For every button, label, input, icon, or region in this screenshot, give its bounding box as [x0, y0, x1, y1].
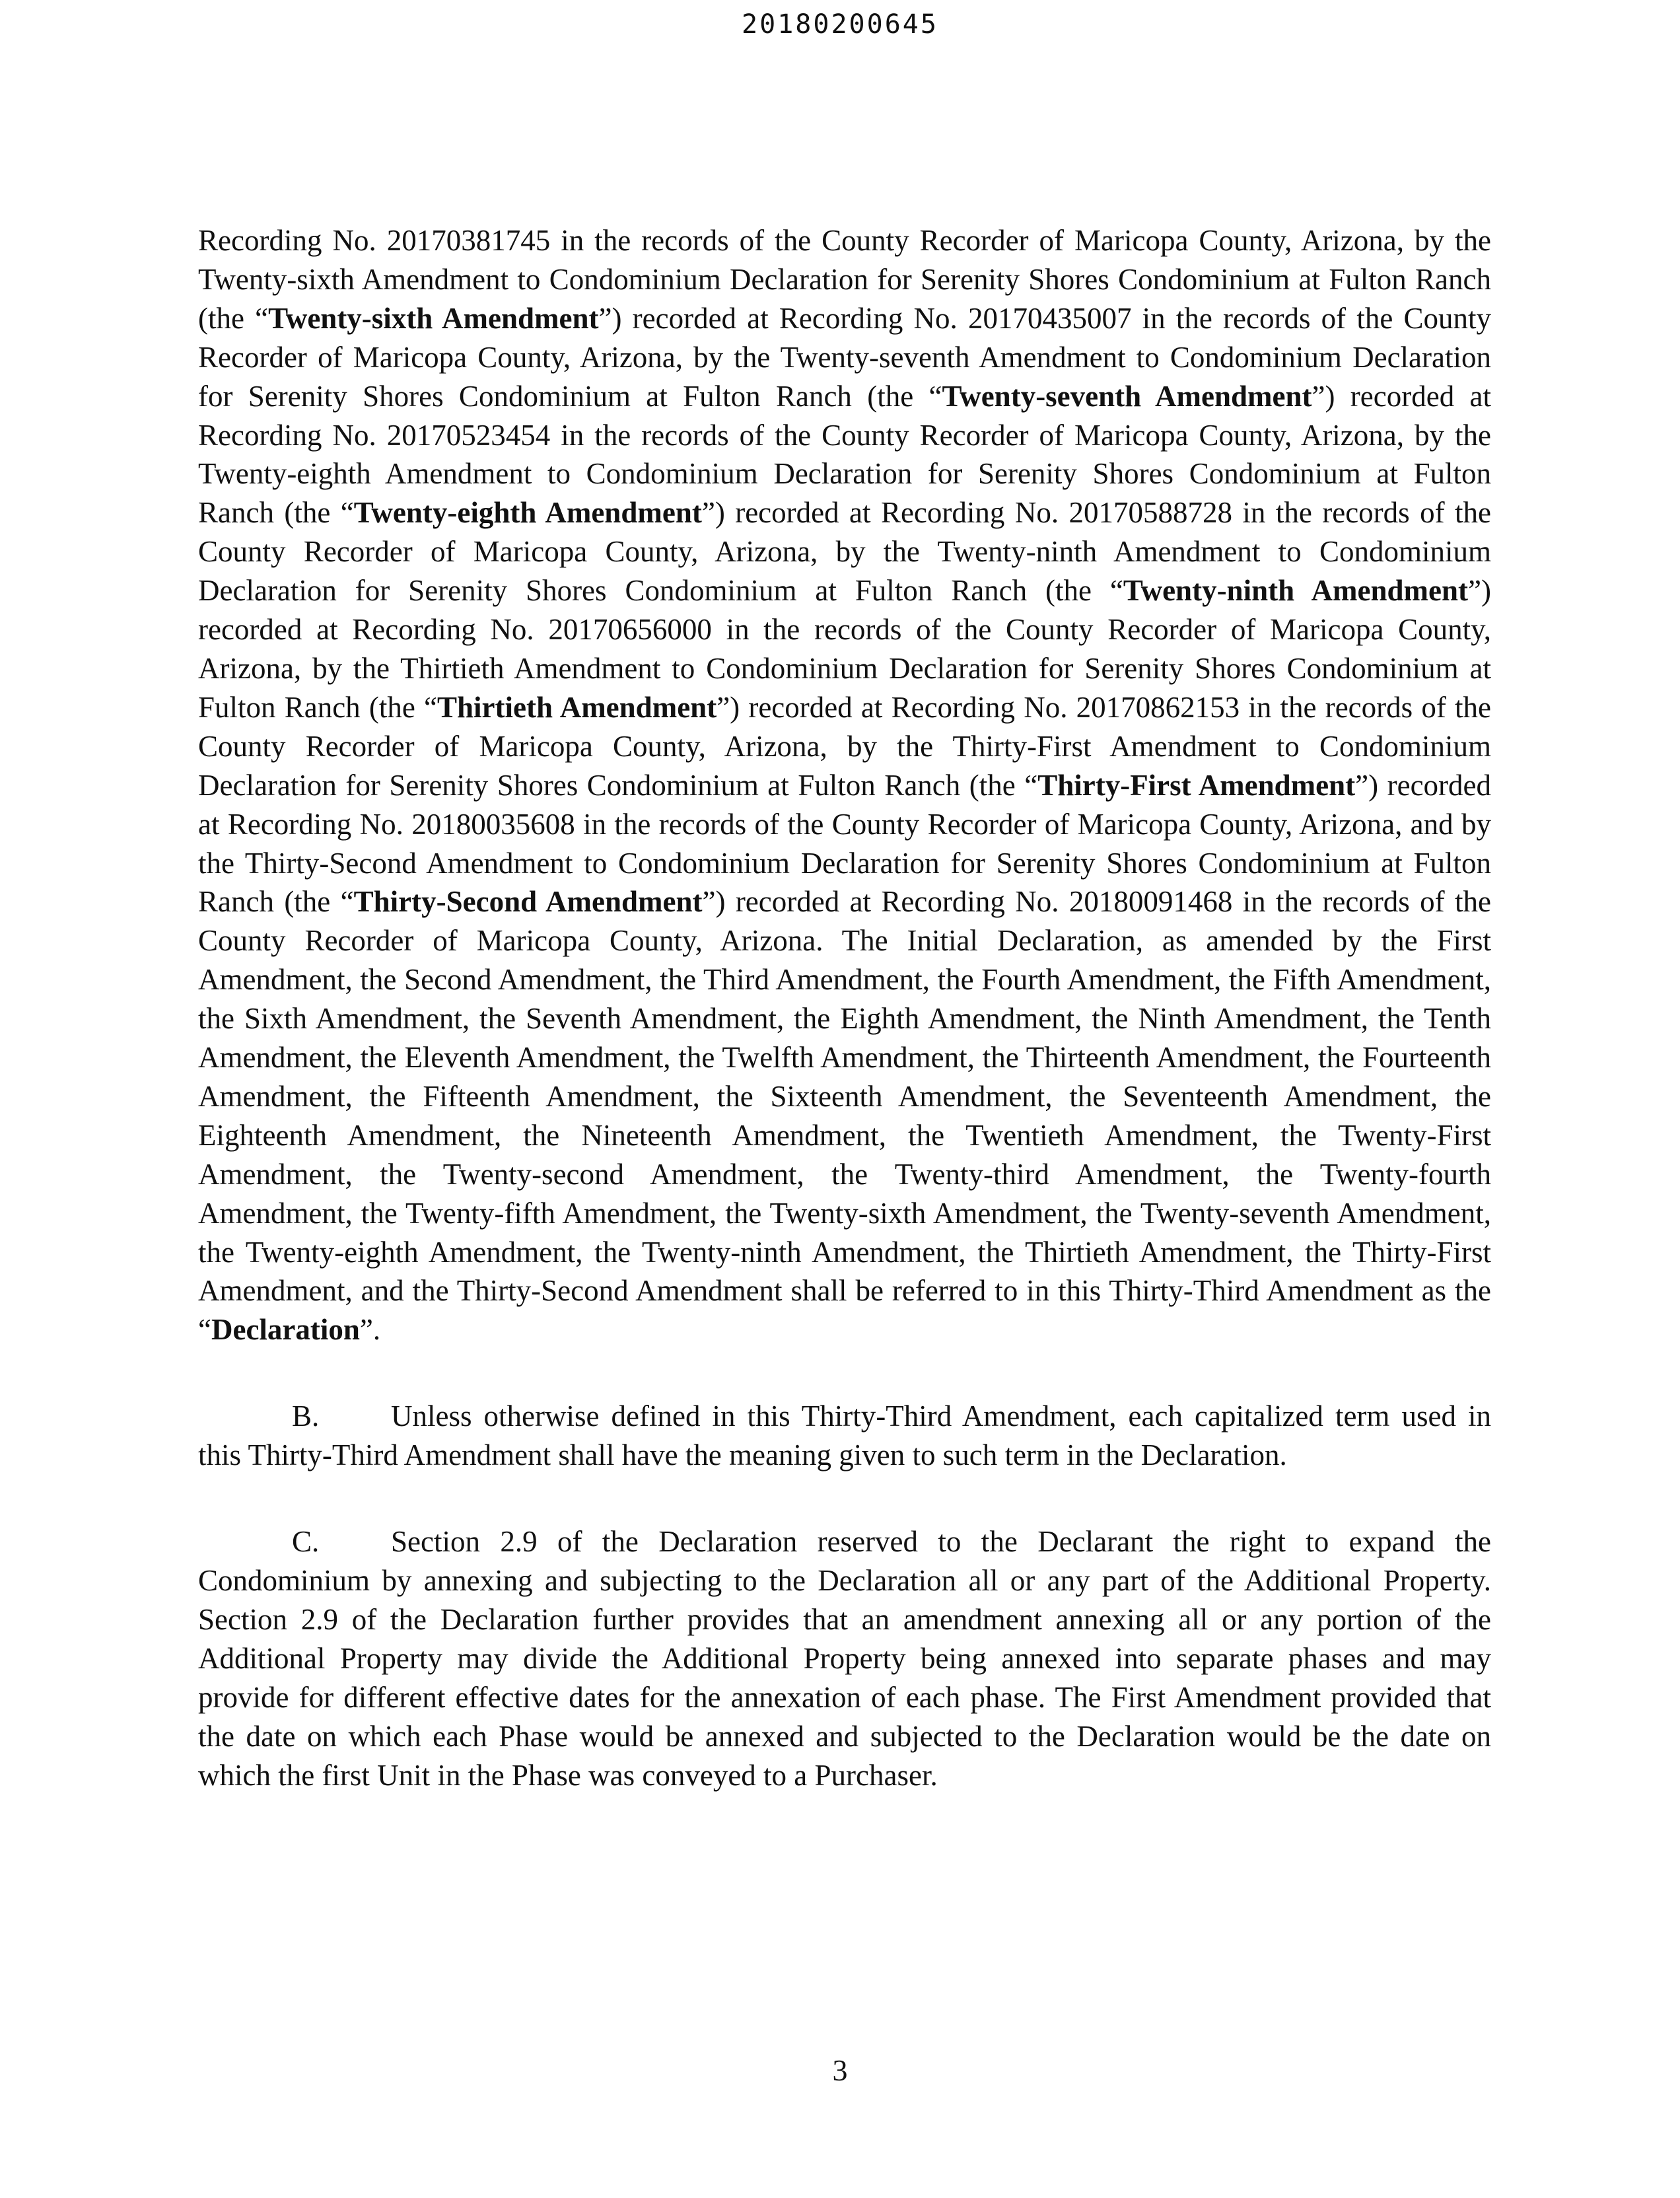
recital-text: Unless otherwise defined in this Thirty-Third Amendment, each capitalized term used in this Thirty-Third Amendment shall have the meaning given to such term in the Declaration. [198, 1400, 1491, 1472]
text-run: ”) recorded at Recording No. 20180091468 in the records of the County Recorder of Maricopa County, Arizona. The Initial Declaration, as amended by the First Amendment, the Second Amendment, the Third Amendment, the Fourth Amendment, the Fifth Amendment, the Sixth Amendment, the Seventh Amendment, the Eighth Amendment, the Ninth Amendment, the Tenth Amendment, the Eleventh Amendment, the Twelfth Amendment, the Thirteenth Amendment, the Fourteenth Amendment, the Fifteenth Amendment, the Sixteenth Amendment, the Seventeenth Amendment, the Eighteenth Amendment, the Nineteenth Amendment, the Twentieth Amendment, the Twenty-First Amendment, the Twenty-second Amendment, the Twenty-third Amendment, the Twenty-fourth Amendment, the Twenty-fifth Amendment, the Twenty-sixth Amendment, the Twenty-seventh Amendment, the Twenty-eighth Amendment, the Twenty-ninth Amendment, the Thirtieth Amendment, the Thirty-First Amendment, and the Thirty-Second Amendment shall be referred to in this Thirty-Third Amendment as the “ [198, 885, 1491, 1347]
defined-term: Thirtieth Amendment [437, 690, 717, 724]
recital-a-continuation [198, 221, 1491, 1349]
defined-term: Thirty-Second Amendment [353, 885, 703, 919]
defined-term: Twenty-eighth Amendment [353, 496, 702, 530]
text-run: ”) recorded at Recording No. 20170523454 in the records of the County Recorder of Maricopa County, Arizona, by the Twenty-eighth Amendment to Condominium Declaration for Serenity Shores Condominium at Fulton Ranch (the “ [198, 379, 1492, 530]
text-run: ”) recorded at Recording No. 20170656000 in the records of the County Recorder of Maricopa County, Arizona, by the Thirtieth Amendment to Condominium Declaration for Serenity Shores Condominium at Fulton Ranch (the “ [198, 574, 1491, 724]
recital-letter: B. [292, 1400, 320, 1433]
recital-b [198, 1397, 1491, 1475]
defined-term: Twenty-sixth Amendment [268, 301, 599, 335]
defined-term: Twenty-ninth Amendment [1123, 574, 1469, 608]
text-run: Recording No. 20170381745 in the records of the County Recorder of Maricopa County, Arizona, by the Twenty-sixth Amendment to Condominium Declaration for Serenity Shores Condominium at Fulton Ranch (the “ [198, 224, 1491, 335]
recital-letter: C. [292, 1525, 320, 1559]
defined-term: Thirty-First Amendment [1037, 768, 1356, 802]
defined-term: Twenty-seventh Amendment [942, 379, 1312, 413]
text-run: ”) recorded at Recording No. 20180035608 in the records of the County Recorder of Maricopa County, Arizona, and by the Thirty-Second Amendment to Condominium Declaration for Serenity Shores Condominium at Fulton Ranch (the “ [198, 768, 1491, 919]
recital-text: Section 2.9 of the Declaration reserved to the Declarant the right to expand the Condominium by annexing and subjecting to the Declaration all or any part of the Additional Property. Section 2.9 of the Declaration further provides that an amendment annexing all or any portion of the Additional Property may divide the Additional Property being annexed into separate phases and may provide for different effective dates for the annexation of each phase. The First Amendment provided that the date on which each Phase would be annexed and subjected to the Declaration would be the date on which the first Unit in the Phase was conveyed to a Purchaser. [198, 1525, 1491, 1792]
text-run: ”. [359, 1313, 381, 1347]
defined-term: Declaration [211, 1313, 360, 1347]
recital-c [198, 1522, 1491, 1794]
text-run: ”) recorded at Recording No. 20170588728 in the records of the County Recorder of Maricopa County, Arizona, by the Twenty-ninth Amendment to Condominium Declaration for Serenity Shores Condominium at Fulton Ranch (the “ [198, 496, 1491, 608]
text-run: ”) recorded at Recording No. 20170435007 in the records of the County Recorder of Maricopa County, Arizona, by the Twenty-seventh Amendment to Condominium Declaration for Serenity Shores Condominium at Fulton Ranch (the “ [198, 301, 1492, 413]
page-number: 3 [832, 2053, 848, 2087]
text-run: ”) recorded at Recording No. 20170862153 in the records of the County Recorder of Maricopa County, Arizona, by the Thirty-First Amendment to Condominium Declaration for Serenity Shores Condominium at Fulton Ranch (the “ [198, 690, 1491, 802]
recording-number-header: 20180200645 [742, 9, 938, 40]
document-body [198, 221, 1491, 1794]
